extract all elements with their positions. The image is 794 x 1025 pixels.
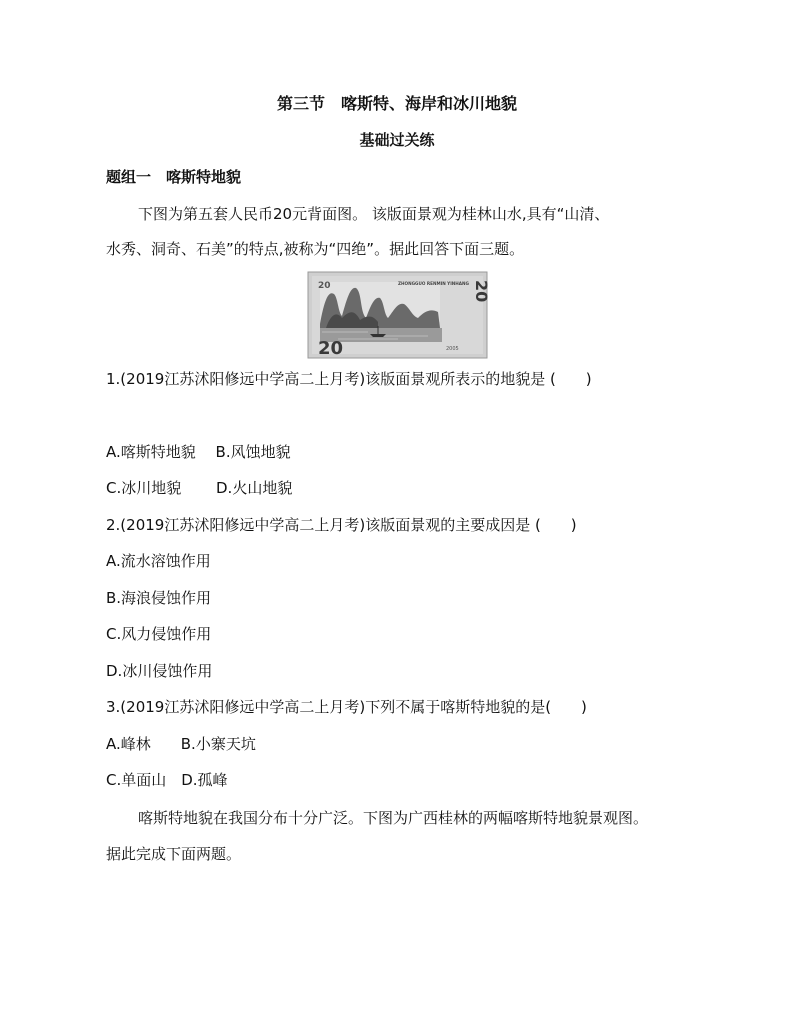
banknote-denomination-large: 20 — [318, 338, 344, 359]
question-1-options-row-1: A.喀斯特地貌 B.风蚀地貌 — [106, 443, 291, 461]
banknote-serial: 2005 — [446, 346, 459, 352]
question-2-option-d: D.冰川侵蚀作用 — [106, 662, 213, 680]
banknote-denomination-small: 20 — [318, 281, 331, 291]
question-3-stem: 3.(2019江苏沭阳修远中学高二上月考)下列不属于喀斯特地貌的是( ) — [106, 698, 587, 716]
intro-line-1: 下图为第五套人民币20元背面图。 该版面景观为桂林山水,具有“山清、 — [138, 205, 610, 223]
question-2-option-b: B.海浪侵蚀作用 — [106, 589, 212, 607]
banknote-denomination-rotated: 20 — [472, 280, 491, 303]
intro2-line-2: 据此完成下面两题。 — [106, 845, 242, 863]
question-2-stem: 2.(2019江苏沭阳修远中学高二上月考)该版面景观的主要成因是 ( ) — [106, 516, 577, 534]
banknote-image — [308, 272, 491, 359]
question-3-options-row-2: C.单面山 D.孤峰 — [106, 771, 228, 789]
question-1-stem: 1.(2019江苏沭阳修远中学高二上月考)该版面景观所表示的地貌是 ( ) — [106, 370, 592, 388]
subtitle: 基础过关练 — [359, 131, 435, 149]
question-2-option-a: A.流水溶蚀作用 — [106, 552, 211, 570]
group-heading: 题组一 喀斯特地貌 — [106, 168, 242, 186]
intro2-line-1: 喀斯特地貌在我国分布十分广泛。下图为广西桂林的两幅喀斯特地貌景观图。 — [138, 809, 649, 827]
intro-line-2: 水秀、洞奇、石美”的特点,被称为“四绝”。据此回答下面三题。 — [106, 240, 525, 258]
banknote-bank-text: ZHONGGUO RENMIN YINHANG — [398, 281, 469, 286]
question-1-options-row-2: C.冰川地貌 D.火山地貌 — [106, 479, 293, 497]
question-3-options-row-1: A.峰林 B.小寨天坑 — [106, 735, 256, 753]
question-2-option-c: C.风力侵蚀作用 — [106, 625, 212, 643]
section-title: 第三节 喀斯特、海岸和冰川地貌 — [276, 94, 517, 113]
